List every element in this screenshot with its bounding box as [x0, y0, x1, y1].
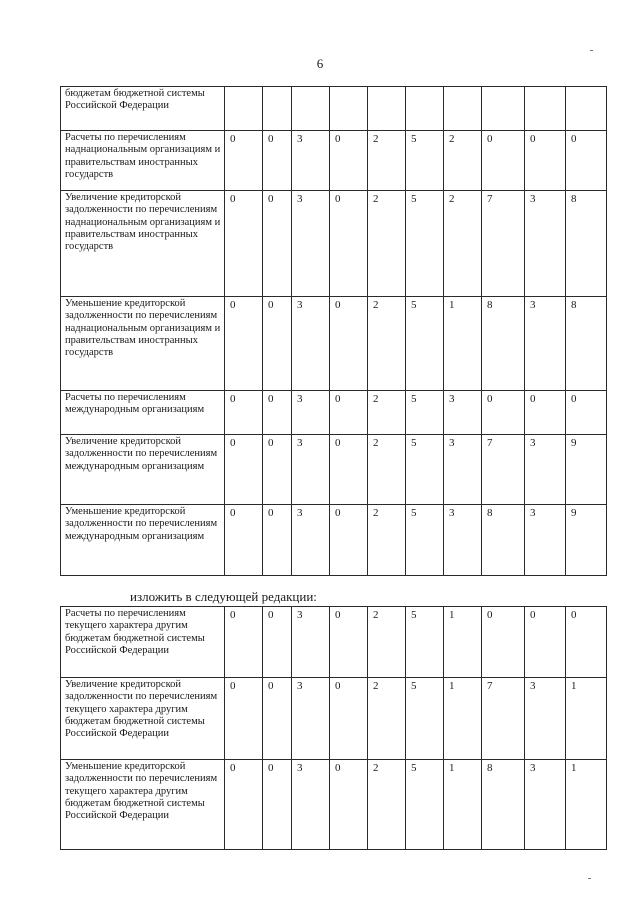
code-digit-cell: 2 — [368, 505, 406, 576]
code-digit-cell: 2 — [368, 435, 406, 505]
table-row — [61, 760, 607, 850]
code-digit-cell — [482, 87, 525, 131]
code-digit-cell: 0 — [482, 391, 525, 435]
code-digit-cell: 0 — [225, 435, 263, 505]
code-digit-cell: 2 — [368, 191, 406, 297]
code-digit-cell: 2 — [444, 131, 482, 191]
code-digit-cell: 0 — [566, 607, 607, 678]
row-label: Увеличение кредиторской задолженности по перечислениям международным организациям — [61, 435, 225, 505]
code-digit-cell: 2 — [368, 760, 406, 850]
code-digit-cell: 3 — [292, 607, 330, 678]
code-digit-cell: 2 — [368, 678, 406, 760]
code-digit-cell: 3 — [292, 191, 330, 297]
account-code-table-current — [60, 86, 607, 576]
code-digit-cell: 0 — [330, 391, 368, 435]
row-label: Расчеты по перечислениям международным организациям — [61, 391, 225, 435]
code-digit-cell: 2 — [368, 391, 406, 435]
code-digit-cell: 3 — [525, 191, 566, 297]
code-digit-cell: 0 — [263, 607, 292, 678]
code-digit-cell: 0 — [525, 131, 566, 191]
code-digit-cell: 0 — [330, 505, 368, 576]
code-digit-cell — [330, 87, 368, 131]
code-digit-cell: 0 — [225, 297, 263, 391]
code-digit-cell: 0 — [482, 607, 525, 678]
code-digit-cell: 3 — [292, 505, 330, 576]
code-digit-cell: 3 — [525, 435, 566, 505]
code-digit-cell: 0 — [330, 678, 368, 760]
code-digit-cell: 0 — [225, 191, 263, 297]
code-digit-cell: 3 — [525, 297, 566, 391]
code-digit-cell: 3 — [292, 678, 330, 760]
code-digit-cell: 0 — [330, 297, 368, 391]
code-digit-cell: 5 — [406, 191, 444, 297]
code-digit-cell: 5 — [406, 391, 444, 435]
code-digit-cell: 1 — [566, 678, 607, 760]
code-digit-cell: 1 — [444, 678, 482, 760]
code-digit-cell: 0 — [263, 505, 292, 576]
code-digit-cell: 9 — [566, 505, 607, 576]
code-digit-cell: 0 — [225, 678, 263, 760]
code-digit-cell: 1 — [444, 760, 482, 850]
code-digit-cell: 0 — [525, 391, 566, 435]
table-row — [61, 87, 607, 131]
code-digit-cell: 0 — [330, 131, 368, 191]
code-digit-cell: 3 — [444, 435, 482, 505]
row-label: Уменьшение кредиторской задолженности по перечислениям наднациональным организациям и правительствам иностранных государств — [61, 297, 225, 391]
table-row — [61, 131, 607, 191]
row-label: Расчеты по перечислениям текущего характера другим бюджетам бюджетной системы Российской Федерации — [61, 607, 225, 678]
row-label: Расчеты по перечислениям наднациональным организациям и правительствам иностранных государств — [61, 131, 225, 191]
code-digit-cell: 7 — [482, 191, 525, 297]
code-digit-cell: 3 — [525, 678, 566, 760]
code-digit-cell — [263, 87, 292, 131]
code-digit-cell: 0 — [263, 760, 292, 850]
code-digit-cell: 3 — [525, 505, 566, 576]
code-digit-cell: 0 — [330, 435, 368, 505]
code-digit-cell: 3 — [444, 391, 482, 435]
code-digit-cell: 5 — [406, 678, 444, 760]
code-digit-cell: 0 — [225, 391, 263, 435]
code-digit-cell: 0 — [225, 607, 263, 678]
code-digit-cell: 9 — [566, 435, 607, 505]
table-row — [61, 391, 607, 435]
code-digit-cell: 8 — [482, 760, 525, 850]
code-digit-cell: 3 — [292, 435, 330, 505]
code-digit-cell: 0 — [263, 678, 292, 760]
code-digit-cell: 5 — [406, 297, 444, 391]
code-digit-cell — [368, 87, 406, 131]
amendment-statement: изложить в следующей редакции: — [130, 589, 317, 604]
table-row — [61, 505, 607, 576]
code-digit-cell: 3 — [292, 131, 330, 191]
code-digit-cell: 0 — [225, 760, 263, 850]
code-digit-cell: 1 — [566, 760, 607, 850]
account-code-table-new — [60, 606, 607, 850]
code-digit-cell — [406, 87, 444, 131]
row-label: Увеличение кредиторской задолженности по перечислениям текущего характера другим бюджетам бюджетной системы Российской Федерации — [61, 678, 225, 760]
code-digit-cell: 0 — [263, 131, 292, 191]
code-digit-cell: 2 — [444, 191, 482, 297]
code-digit-cell: 7 — [482, 435, 525, 505]
code-digit-cell: 0 — [225, 505, 263, 576]
code-digit-cell: 8 — [566, 191, 607, 297]
page-number: 6 — [316, 56, 324, 71]
row-label: Уменьшение кредиторской задолженности по перечислениям международным организациям — [61, 505, 225, 576]
code-digit-cell: 1 — [444, 607, 482, 678]
code-digit-cell — [525, 87, 566, 131]
code-digit-cell: 5 — [406, 607, 444, 678]
code-digit-cell: 3 — [292, 297, 330, 391]
code-digit-cell — [225, 87, 263, 131]
table-row — [61, 435, 607, 505]
row-label: бюджетам бюджетной системы Российской Федерации — [61, 87, 225, 131]
code-digit-cell — [566, 87, 607, 131]
code-digit-cell: 0 — [225, 131, 263, 191]
code-digit-cell: 3 — [292, 760, 330, 850]
scan-mark — [588, 878, 591, 879]
table-row — [61, 297, 607, 391]
code-digit-cell: 0 — [566, 131, 607, 191]
code-digit-cell: 0 — [330, 760, 368, 850]
code-digit-cell: 2 — [368, 607, 406, 678]
code-digit-cell: 8 — [482, 505, 525, 576]
code-digit-cell: 0 — [263, 191, 292, 297]
code-digit-cell: 2 — [368, 131, 406, 191]
scan-mark — [590, 50, 593, 51]
code-digit-cell: 5 — [406, 760, 444, 850]
code-digit-cell: 0 — [482, 131, 525, 191]
table-row — [61, 678, 607, 760]
code-digit-cell: 0 — [263, 435, 292, 505]
code-digit-cell: 2 — [368, 297, 406, 391]
code-digit-cell: 0 — [330, 191, 368, 297]
code-digit-cell: 5 — [406, 131, 444, 191]
code-digit-cell: 3 — [292, 391, 330, 435]
row-label: Увеличение кредиторской задолженности по перечислениям наднациональным организациям и правительствам иностранных государств — [61, 191, 225, 297]
code-digit-cell — [444, 87, 482, 131]
table-row — [61, 191, 607, 297]
code-digit-cell: 0 — [263, 297, 292, 391]
code-digit-cell: 0 — [330, 607, 368, 678]
code-digit-cell: 8 — [566, 297, 607, 391]
code-digit-cell: 5 — [406, 505, 444, 576]
code-digit-cell: 8 — [482, 297, 525, 391]
code-digit-cell: 3 — [525, 760, 566, 850]
code-digit-cell: 5 — [406, 435, 444, 505]
row-label: Уменьшение кредиторской задолженности по перечислениям текущего характера другим бюджетам бюджетной системы Российской Федерации — [61, 760, 225, 850]
code-digit-cell: 7 — [482, 678, 525, 760]
table-row — [61, 607, 607, 678]
code-digit-cell — [292, 87, 330, 131]
code-digit-cell: 3 — [444, 505, 482, 576]
code-digit-cell: 0 — [566, 391, 607, 435]
code-digit-cell: 1 — [444, 297, 482, 391]
code-digit-cell: 0 — [263, 391, 292, 435]
code-digit-cell: 0 — [525, 607, 566, 678]
